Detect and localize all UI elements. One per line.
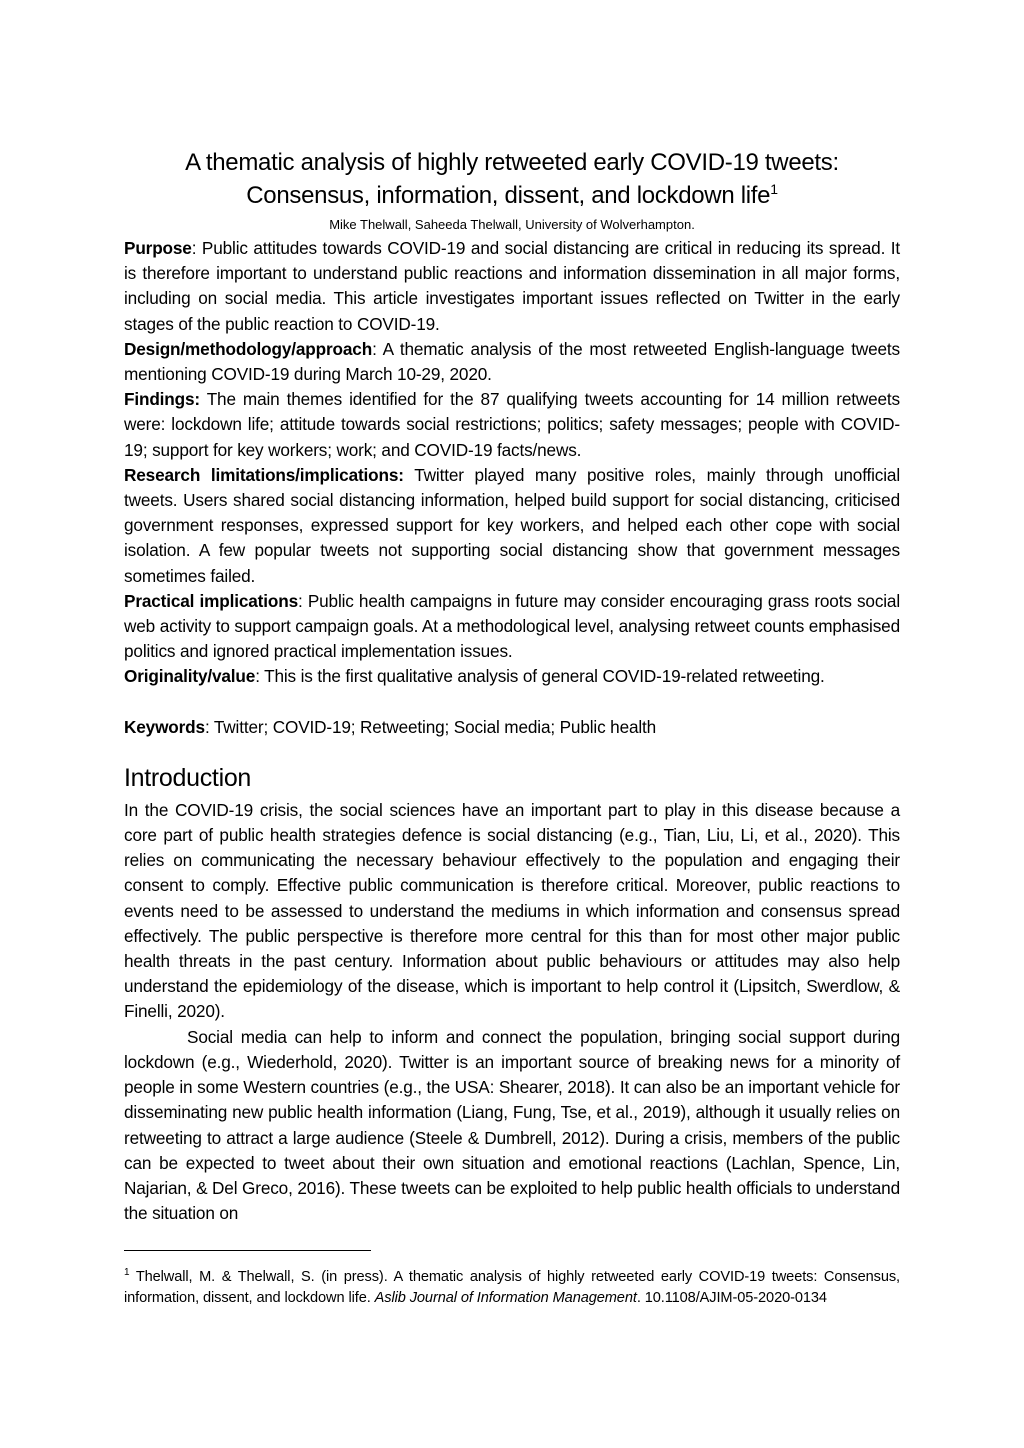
- footnote-citation: Thelwall, M. & Thelwall, S. (in press). A thematic analysis of highly retweeted early COVID-19 tweets: Consensus, information, dissent, and lockdown life.: [124, 1268, 900, 1306]
- keywords: [124, 715, 900, 740]
- abstract-findings: [124, 387, 900, 463]
- keywords-label: Keywords: [124, 716, 205, 737]
- keywords-text: : Twitter; COVID-19; Retweeting; Social media; Public health: [204, 716, 657, 737]
- footnote-divider: [124, 1250, 371, 1251]
- footnote-doi: . 10.1108/AJIM-05-2020-0134: [636, 1289, 827, 1306]
- intro-paragraph-1: In the COVID-19 crisis, the social sciences have an important part to play in this disease because a core part of public health strategies defence is social distancing (e.g., Tian, Liu, Li, et al., 2020). This relies on communicating the necessary behaviour effectively to the population and engaging their consent to comply. Effective public communication is therefore critical. Moreover, public reactions to events need to be assessed to understand the mediums in which information and consensus spread effectively. The public perspective is therefore more central for this than for most other major public health threats in the past century. Information about public behaviours or attitudes may also help understand the epidemiology of the disease, which is important to help control it (Lipsitch, Swerdlow, & Finelli, 2020).: [124, 799, 900, 1022]
- originality-label: Originality/value: [124, 666, 256, 687]
- originality-text: : This is the first qualitative analysis of general COVID-19-related retweeting.: [255, 666, 825, 687]
- purpose-text: : Public attitudes towards COVID-19 and social distancing are critical in reducing its spread. It is therefore important to understand public reactions and information dissemination in all major forms, including on social media. This article investigates important issues reflected on Twitter in the early stages of the public reaction to COVID-19.: [124, 238, 900, 334]
- author-line: Mike Thelwall, Saheeda Thelwall, University of Wolverhampton.: [329, 217, 695, 232]
- practical-label: Practical implications: [124, 590, 298, 611]
- practical-text: : Public health campaigns in future may consider encouraging grass roots social web activity to support campaign goals. At a methodological level, analysing retweet counts emphasised politics and ignored practical implementation issues.: [124, 590, 901, 662]
- limitations-label: Research limitations/implications:: [124, 464, 404, 485]
- footnote: [124, 1262, 900, 1309]
- abstract-limitations: [124, 463, 900, 589]
- section-heading-introduction: Introduction: [124, 763, 252, 792]
- findings-text: The main themes identified for the 87 qualifying tweets accounting for 14 million retweets were: lockdown life; attitude towards social restrictions; politics; safety messages; people with COVID-19; support for key workers; work; and COVID-19 facts/news.: [124, 389, 900, 460]
- footnote-journal: Aslib Journal of Information Management: [374, 1289, 637, 1306]
- intro-paragraph-2: Social media can help to inform and connect the population, bringing social support during lockdown (e.g., Wiederhold, 2020). Twitter is an important source of breaking news for a minority of people in some Western countries (e.g., the USA: Shearer, 2018). It can also be an important vehicle for disseminating new public health information (Liang, Fung, Tse, et al., 2019), although it usually relies on retweeting to attract a large audience (Steele & Dumbrell, 2012). During a crisis, members of the public can be expected to tweet about their own situation and emotional reactions (Lachlan, Spence, Lin, Najarian, & Del Greco, 2016). These tweets can be exploited to help public health officials to understand the situation on: [124, 1026, 900, 1224]
- purpose-label: Purpose: [124, 238, 192, 258]
- title-footnote-mark[interactable]: 1: [770, 181, 778, 197]
- abstract-practical: [124, 589, 900, 665]
- paper-title: [124, 146, 900, 212]
- abstract-originality: [124, 664, 900, 689]
- paper-page: [124, 146, 900, 1226]
- title-line-2: Consensus, information, dissent, and lockdown life: [246, 182, 771, 209]
- abstract-purpose: [124, 236, 900, 337]
- limitations-text: Twitter played many positive roles, mainly through unofficial tweets. Users shared social distancing information, helped build support for social distancing, criticised government responses, expressed support for key workers, and helped each other cope with social isolation. A few popular tweets not supporting social distancing show that government messages sometimes failed.: [124, 464, 901, 586]
- findings-label: Findings:: [124, 389, 200, 410]
- abstract-design: [124, 337, 900, 387]
- design-text: : A thematic analysis of the most retweeted English-language tweets mentioning COVID-19 during March 10-29, 2020.: [124, 338, 900, 385]
- footnote-mark: 1: [124, 1267, 130, 1278]
- design-label: Design/methodology/approach: [124, 338, 373, 359]
- title-line-1: A thematic analysis of highly retweeted early COVID-19 tweets:: [185, 149, 839, 176]
